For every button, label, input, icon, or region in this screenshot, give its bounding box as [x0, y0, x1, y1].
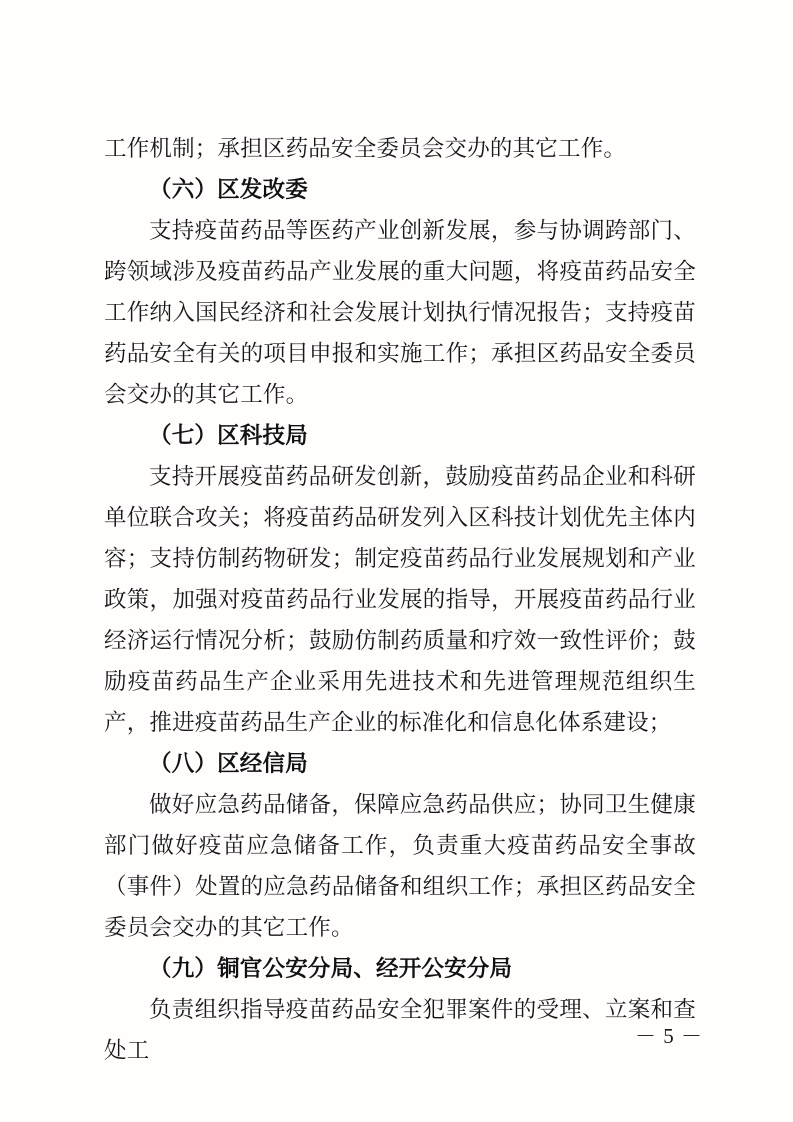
section-heading-nine: （九）铜官公安分局、经开公安分局	[149, 956, 513, 981]
paragraph-section-nine: 负责组织指导疫苗药品安全犯罪案件的受理、立案和查处工	[104, 997, 696, 1063]
paragraph-section-seven: 支持开展疫苗药品研发创新，鼓励疫苗药品企业和科研单位联合攻关；将疫苗药品研发列入区科技计划优先主体内容；支持仿制药物研发；制定疫苗药品行业发展规划和产业政策，加强对疫苗药品行业发展的指导，开展疫苗药品行业经济运行情况分析；鼓励仿制药质量和疗效一致性评价；鼓励疫苗药品生产企业采用先进技术和先进管理规范组织生产，推进疫苗药品生产企业的标准化和信息化体系建设；	[104, 464, 696, 735]
document-body	[104, 128, 696, 1071]
section-heading-seven: （七）区科技局	[149, 423, 308, 448]
section-heading-eight: （八）区经信局	[149, 751, 308, 776]
paragraph-section-six: 支持疫苗药品等医药产业创新发展，参与协调跨部门、跨领域涉及疫苗药品产业发展的重大问题，将疫苗药品安全工作纳入国民经济和社会发展计划执行情况报告；支持疫苗药品安全有关的项目申报和实施工作；承担区药品安全委员会交办的其它工作。	[104, 218, 696, 407]
page-footer	[0, 1020, 793, 1050]
page-number-label: － 5 －	[635, 1024, 703, 1048]
paragraph-section-eight: 做好应急药品储备，保障应急药品供应；协同卫生健康部门做好疫苗应急储备工作，负责重大疫苗药品安全事故（事件）处置的应急药品储备和组织工作；承担区药品安全委员会交办的其它工作。	[104, 792, 696, 940]
section-heading-six: （六）区发改委	[149, 177, 308, 202]
paragraph-continuation: 工作机制；承担区药品安全委员会交办的其它工作。	[104, 136, 627, 161]
